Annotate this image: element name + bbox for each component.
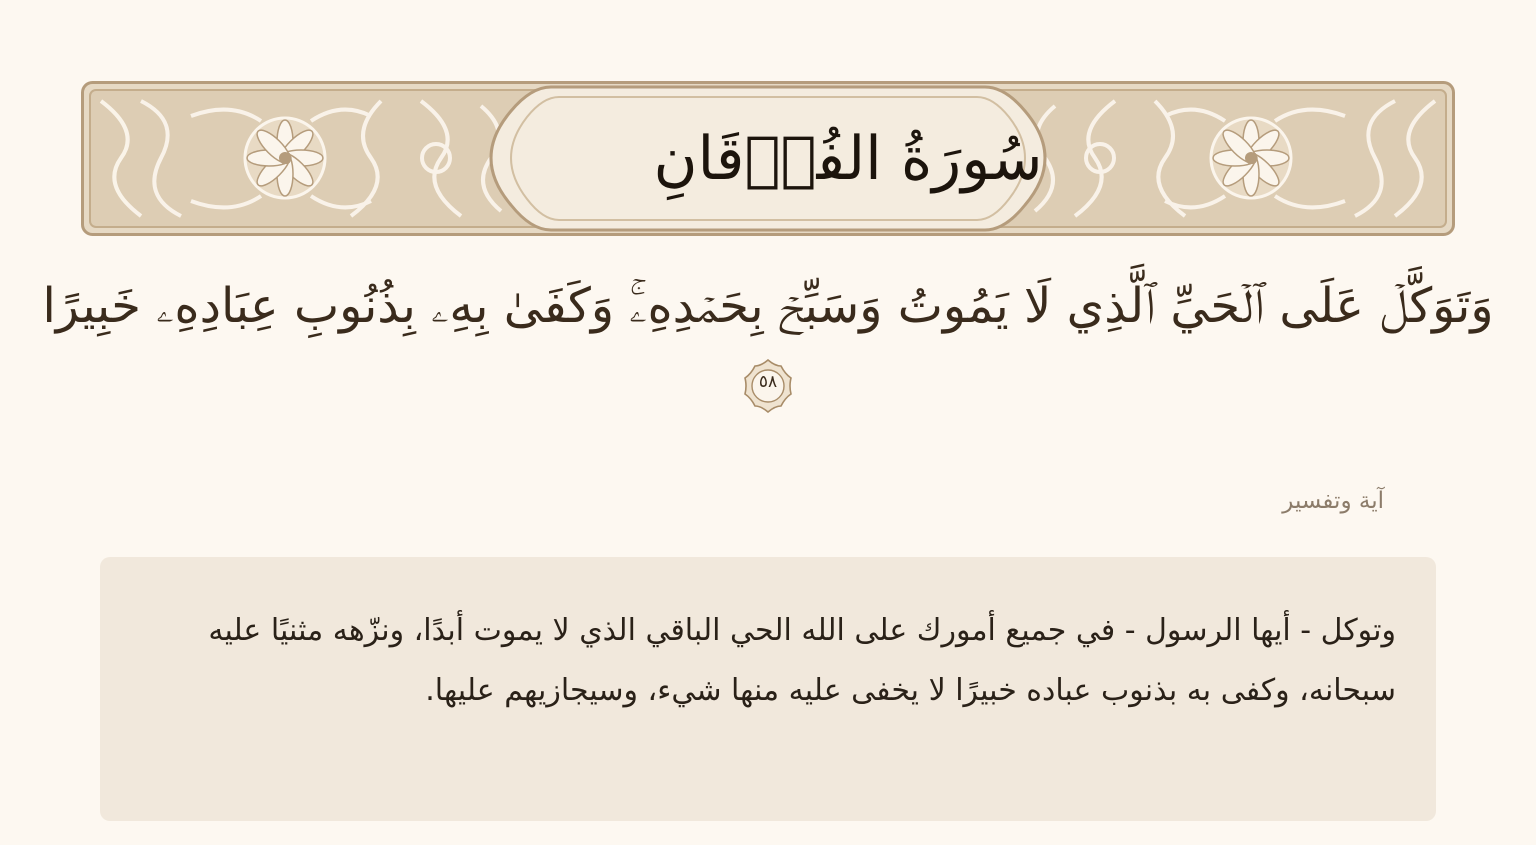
surah-header-banner	[81, 81, 1455, 236]
ayah-number-marker	[741, 358, 795, 414]
ayah-text: وَتَوَكَّلۡ عَلَى ٱلۡحَيِّ ٱلَّذِي لَا يَمُوتُ وَسَبِّحۡ بِحَمۡدِهِۦۚ وَكَفَىٰ بِهِۦ بِذُنُوبِ عِبَادِهِۦ خَبِيرًا	[42, 278, 1494, 334]
left-rosette-icon	[245, 118, 325, 198]
tafsir-card	[100, 557, 1436, 821]
right-rosette-icon	[1211, 118, 1291, 198]
section-label: آية وتفسير	[1282, 488, 1384, 514]
surah-title: سُورَةُ الفُرۡقَانِ	[653, 123, 1043, 194]
tafsir-text: وتوكل - أيها الرسول - في جميع أمورك على الله الحي الباقي الذي لا يموت أبدًا، ونزّهه مثنيًا عليه سبحانه، وكفى به بذنوب عباده خبيرًا لا يخفى عليه منها شيء، وسيجازيهم عليها.	[208, 613, 1396, 708]
ayah-number: ٥٨	[758, 372, 778, 392]
